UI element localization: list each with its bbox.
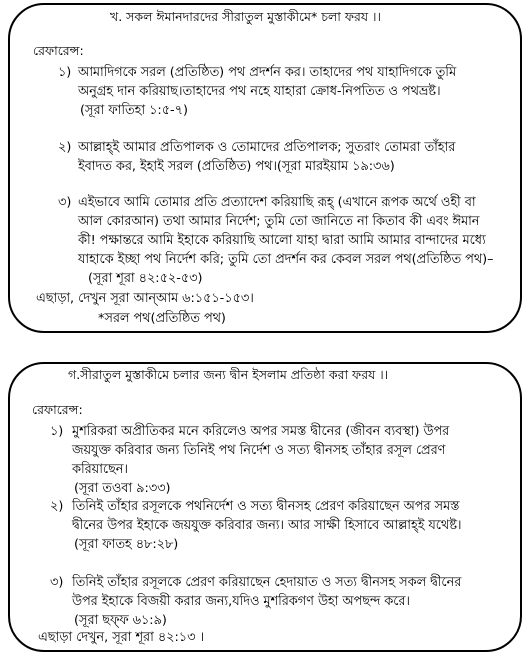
section-box-kha xyxy=(8,3,522,333)
item-text: তিনিই তাঁহার রসূলকে পথনির্দেশ ও সত্য দ্বীনসহ প্রেরণ করিয়াছেন অপর সমস্ত দ্বীনের উপর ইহাকে জয়যুক্ত করিবার জন্য। আর সাক্ষী হিসাবে আল্লাহ্ই যথেষ্ট। xyxy=(72,499,462,533)
section-title: খ. সকল ঈমানদারদের সীরাতুল মুস্তাকীমে* চলা ফরয ।। xyxy=(110,9,381,24)
section-box-ga xyxy=(8,362,522,652)
reference-item xyxy=(58,138,488,176)
reference-item xyxy=(50,573,490,630)
item-text: আমাদিগকে সরল (প্রতিষ্ঠিত) পথ প্রদর্শন কর। তাহাদের পথ যাহাদিগকে তুমি অনুগ্রহ দান করিয়াছ।তাহাদের পথ নহে যাহারা ক্রোধ-নিপতিত ও পথভ্রষ্ট। xyxy=(78,65,457,99)
item-text: তিনিই তাঁহার রসূলকে প্রেরণ করিয়াছেন হেদায়াত ও সত্য দ্বীনসহ সকল দ্বীনের উপর ইহাকে বিজয়ী করার জন্য,যদিও মুশরিকগণ উহা অপছন্দ করে। xyxy=(72,575,462,609)
item-citation: (সূরা শূরা ৪২:৫২-৫৩) xyxy=(88,271,203,286)
item-number: ২) xyxy=(58,140,72,155)
item-text: আল্লাহ্ই আমার প্রতিপালক ও তোমাদের প্রতিপালক; সুতরাং তোমরা তাঁহার ইবাদত কর, ইহাই সরল (প্রতিষ্ঠিত) পথ।(সূরা মারইয়াম ১৯:৩৬) xyxy=(78,140,456,174)
item-number: ৩) xyxy=(58,195,72,210)
reference-item xyxy=(50,497,490,554)
item-number: ৩) xyxy=(50,575,64,590)
reference-item xyxy=(50,422,490,498)
reference-label: রেফারেন্স: xyxy=(32,402,83,417)
reference-item xyxy=(58,63,488,120)
item-number: ২) xyxy=(50,499,64,514)
item-citation: (সূরা ফাতহ ৪৮:২৮) xyxy=(74,537,179,552)
item-citation: (সূরা ছফ্ফ ৬১:৯) xyxy=(74,613,167,628)
item-citation: (সূরা তওবা ৯:৩৩) xyxy=(74,481,171,496)
item-text: এইভাবে আমি তোমার প্রতি প্রত্যাদেশ করিয়াছি রূহ্ (এখানে রূপক অর্থে ওহী বা আল কোরআন) তথা আমার নির্দেশ; তুমি তো জানিতে না কিতাব কী এবং ঈমান কী! পক্ষান্তরে আমি ইহাকে করিয়াছি আলো যাহা দ্বারা আমি আমার বান্দাদের মধ্যে যাহাকে ইচ্ছা পথ নির্দেশ করি; তুমি তো প্রদর্শন কর কেবল সরল পথ(প্রতিষ্ঠিত পথ)– xyxy=(78,195,494,267)
item-citation: (সূরা ফাতিহা ১:৫-৭) xyxy=(80,103,188,118)
footnote: *সরল পথ(প্রতিষ্ঠিত পথ) xyxy=(98,311,226,326)
item-number: ১) xyxy=(58,65,72,80)
item-text: মুশরিকরা অপ্রীতিকর মনে করিলেও অপর সমস্ত দ্বীনের (জীবন ব্যবস্থা) উপর জয়যুক্ত করিবার জন্য তিনিই পথ নির্দেশ ও সত্য দ্বীনসহ তাঁহার রসূল প্রেরণ করিয়াছেন। xyxy=(72,424,450,477)
section-title: গ.সীরাতুল মুস্তাকীমে চলার জন্য দ্বীন ইসলাম প্রতিষ্ঠা করা ফরয ।। xyxy=(68,367,389,382)
reference-label: রেফারেন্স: xyxy=(33,43,84,58)
item-number: ১) xyxy=(50,424,64,439)
see-also-text: এছাড়া দেখুন, সূরা শূরা ৪২:১৩ । xyxy=(38,630,205,645)
see-also-text: এছাড়া, দেখুন সূরা আন্আম ৬:১৫১-১৫৩। xyxy=(36,291,254,306)
reference-item xyxy=(58,193,494,288)
